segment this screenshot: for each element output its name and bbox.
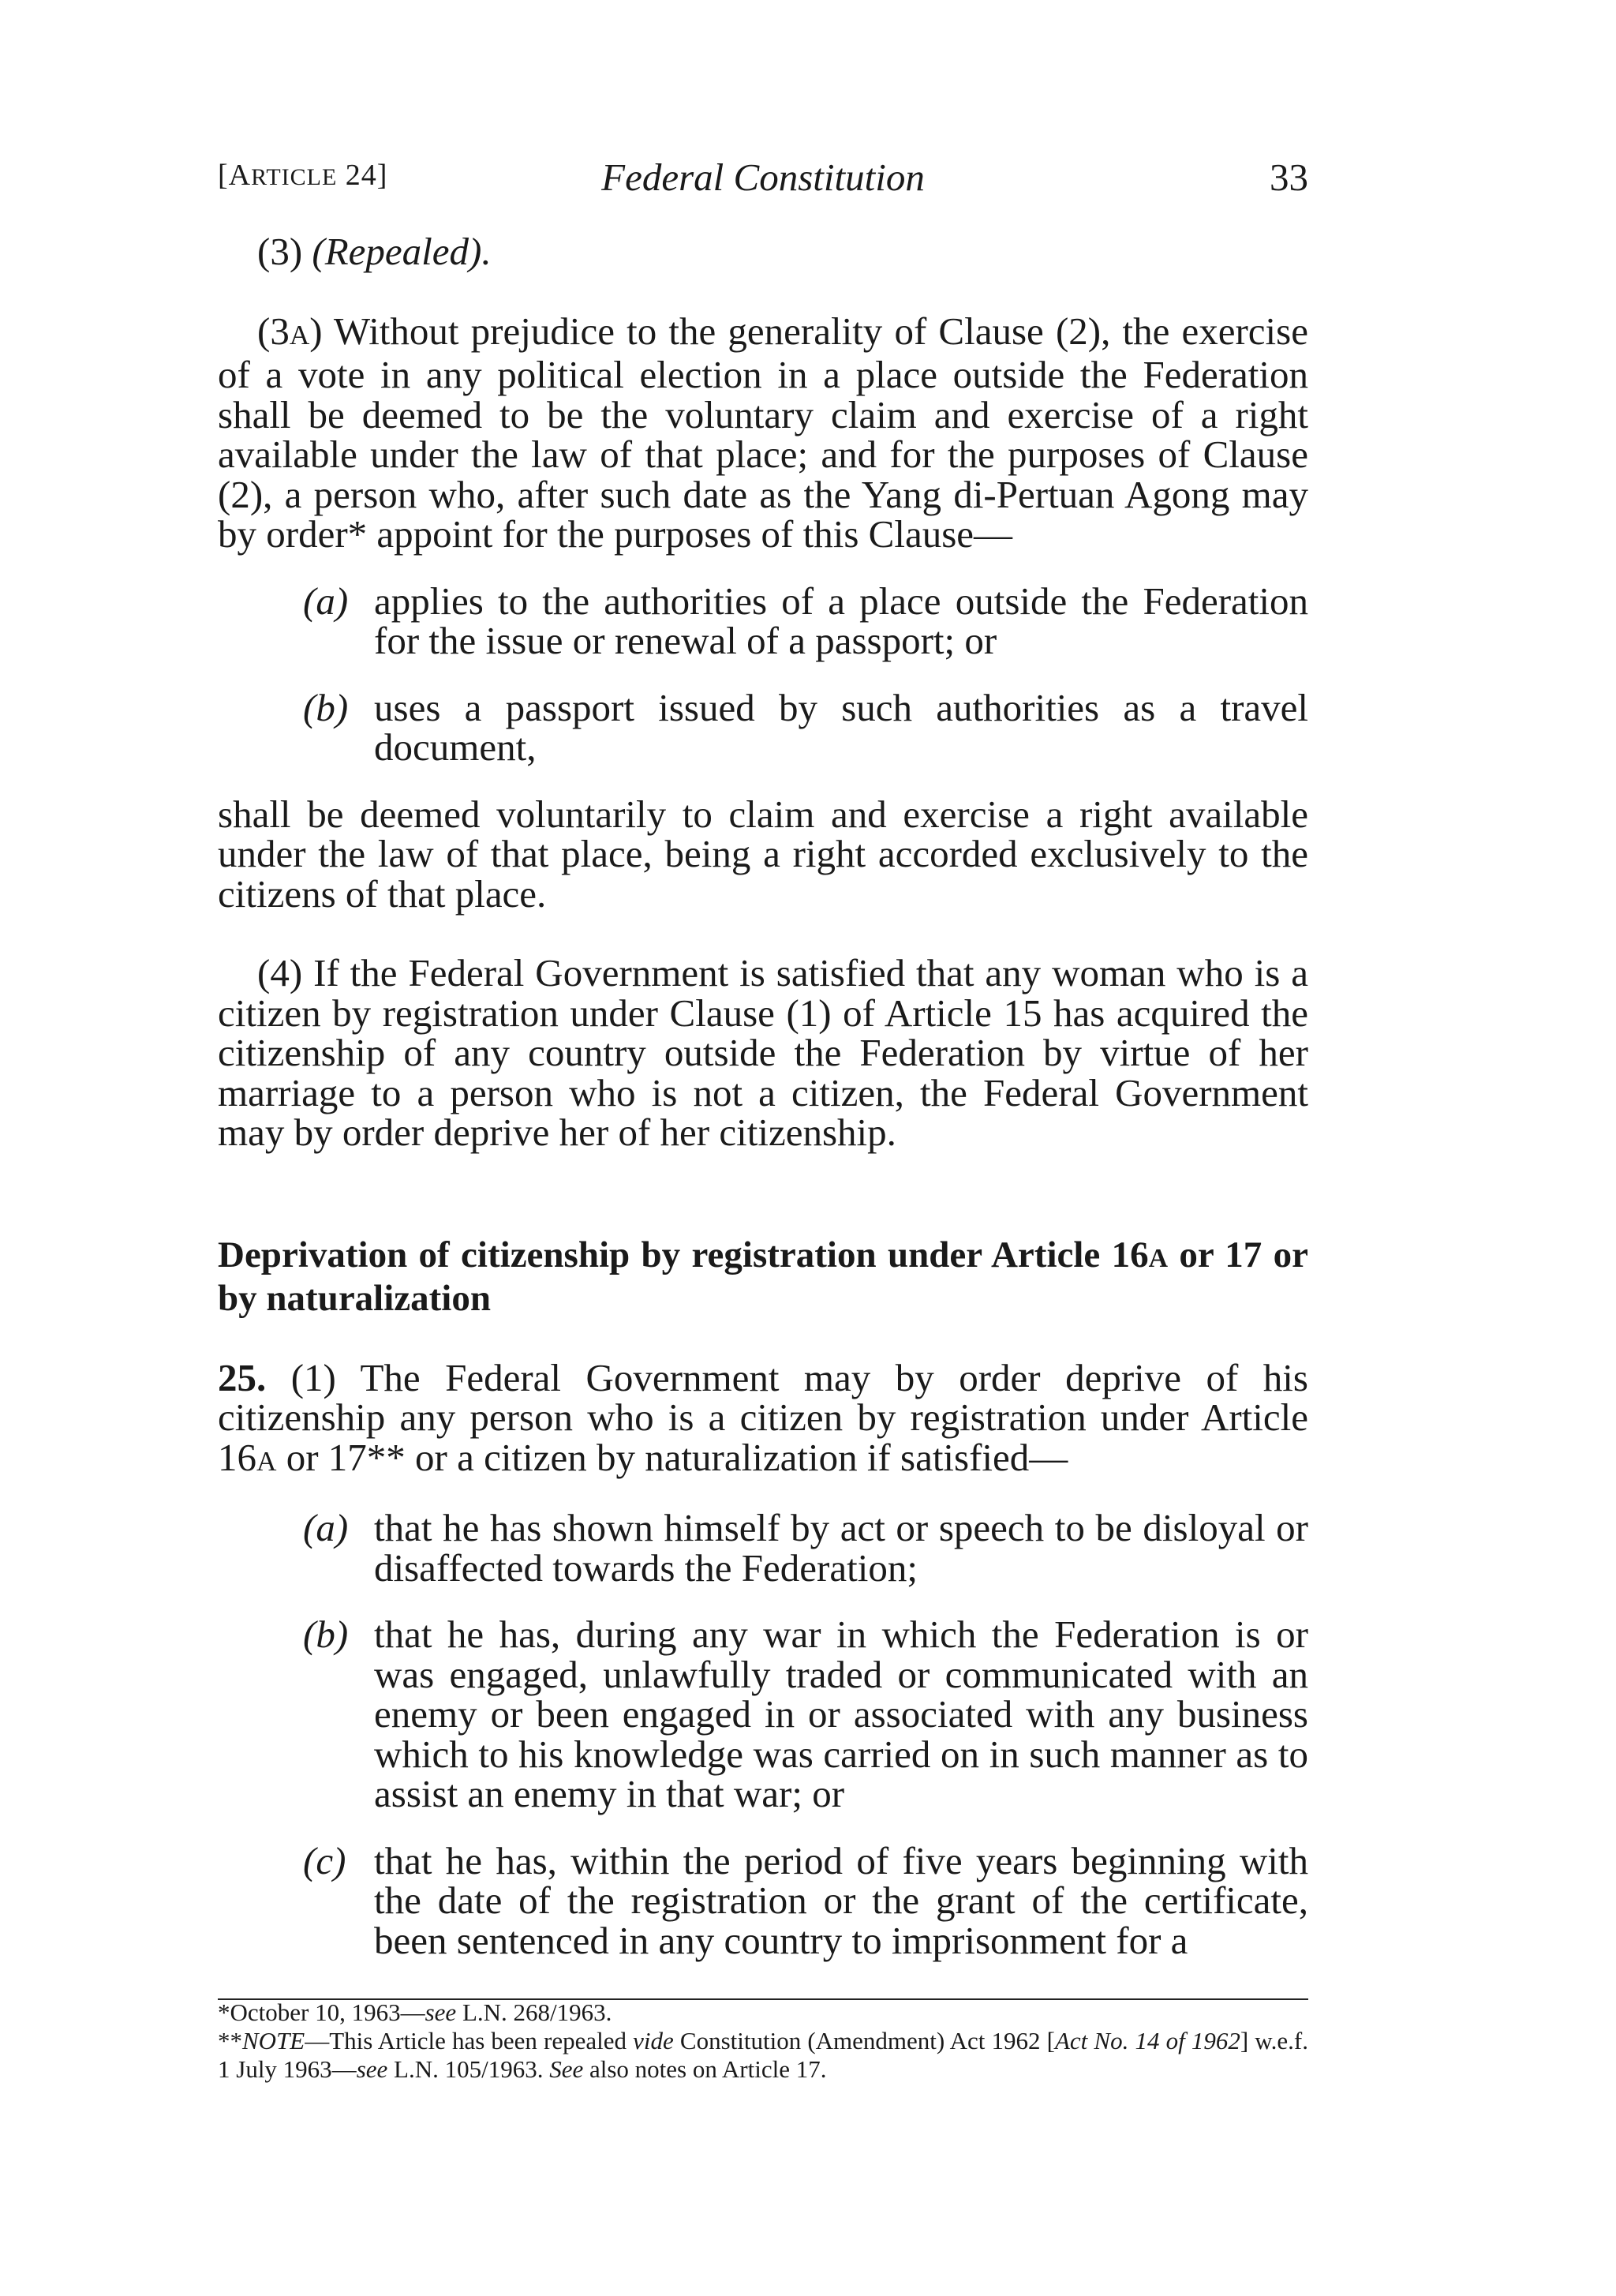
article-25-text-part2: or 17** or a citizen by naturalization if satisfied—: [276, 1435, 1068, 1479]
item-label: (a): [303, 579, 349, 623]
fn2-marker: **: [218, 2027, 242, 2054]
fn1-see: see: [425, 1998, 457, 2026]
document-title: Federal Constitution: [601, 155, 925, 199]
item-text: applies to the authorities of a place outside the Federation for the issue or renewal of a passport; or: [374, 579, 1308, 662]
article-ref-prefix: [A: [218, 159, 252, 192]
section-heading-part1: Deprivation of citizenship by registration under Article 16: [218, 1234, 1149, 1275]
fn2-vide: vide: [633, 2027, 674, 2054]
item-label: (c): [303, 1838, 346, 1882]
footnotes: [218, 1998, 1308, 2084]
article-25-smallcaps: A: [256, 1445, 277, 1477]
clause-4-text: If the Federal Government is satisfied that any woman who is a citizen by registration under Clause (1) of Article 15 has acquired the citizenship of any country outside the Federation by virtue of her marriage to a person who is not a citizen, the Federal Government may by order deprive her of her citizenship.: [218, 951, 1308, 1154]
article-25-clause-1: [218, 1355, 1308, 1482]
clause-3a-label-prefix: (3: [257, 309, 290, 353]
clause-3a-text: Without prejudice to the generality of Clause (2), the exercise of a vote in any political election in a place outside the Federation shall be deemed to be the voluntary claim and exercise of a right available under the law of that place; and for the purposes of Clause (2), a person who, after such date as the Yang di-Pertuan Agong may by order* appoint for the purposes of this Clause—: [218, 309, 1308, 556]
footnote-1: [218, 1998, 1308, 2027]
clause-3a-item-a: [218, 579, 1308, 662]
clause-3a-conclusion: shall be deemed voluntarily to claim and exercise a right available under the law of that place, being a right accorded exclusively to the citizens of that place.: [218, 792, 1308, 916]
clause-3a-label-suffix: ): [309, 309, 323, 353]
clause-3: [218, 232, 1308, 272]
section-heading-part2: or 17 or by naturalization: [218, 1234, 1309, 1319]
fn2-text: Constitution (Amendment) Act 1962 [: [673, 2027, 1055, 2054]
fn2-text: L.N. 105/1963.: [387, 2055, 550, 2083]
article-number: 25.: [218, 1355, 267, 1399]
clause-3a-label-smallcaps: A: [289, 319, 310, 350]
fn2-text: also notes on Article 17.: [583, 2055, 827, 2083]
item-text: that he has, within the period of five years beginning with the date of the registration or the grant of the certificate, been sentenced in any country to imprisonment for a: [374, 1838, 1308, 1962]
fn2-see: See: [549, 2055, 584, 2083]
clause-3-label: (3): [257, 230, 303, 273]
article-ref-suffix: 24]: [337, 159, 388, 192]
running-head: [218, 155, 1308, 202]
item-label: (b): [303, 1612, 349, 1656]
fn2-text: ] w.e.f. 1 July 1963—: [218, 2027, 1308, 2083]
body-text: [218, 232, 1308, 1961]
clause-3a-item-b: [218, 685, 1308, 769]
article-25-item-c: [218, 1838, 1308, 1962]
section-heading-smallcaps: A: [1148, 1243, 1169, 1273]
clause-4-label: (4): [257, 951, 303, 994]
section-heading: [218, 1235, 1308, 1319]
fn2-act-ref: Act No. 14 of 1962: [1054, 2027, 1240, 2054]
article-25-item-a: [218, 1508, 1308, 1588]
fn2-see: see: [356, 2055, 388, 2083]
fn1-text: *October 10, 1963—: [218, 1998, 425, 2026]
footnote-2: [218, 2027, 1308, 2084]
clause-4: [218, 953, 1308, 1153]
clause-3a-label: [257, 309, 323, 353]
item-text: that he has, during any war in which the Federation is or was engaged, unlawfully traded or communicated with an enemy or been engaged in or associated with any business which to his knowledge was carried on in such manner as to assist an enemy in that war; or: [374, 1612, 1308, 1815]
item-text: uses a passport issued by such authorities as a travel document,: [374, 685, 1308, 769]
article-25-text-part1: (1) The Federal Government may by order deprive of his citizenship any person who is a citizen by registration under Article 16: [218, 1355, 1308, 1479]
page-number: 33: [1270, 155, 1308, 199]
article-25-item-b: [218, 1612, 1308, 1815]
fn1-ref: L.N. 268/1963.: [456, 1998, 612, 2026]
item-text: that he has shown himself by act or speech to be disloyal or disaffected towards the Federation;: [374, 1506, 1308, 1590]
fn2-note: NOTE: [242, 2027, 305, 2054]
item-label: (a): [303, 1506, 349, 1549]
item-label: (b): [303, 685, 349, 729]
article-ref-smallcaps: RTICLE: [251, 164, 338, 190]
clause-3a: [218, 309, 1308, 556]
fn2-text: —This Article has been repealed: [305, 2027, 634, 2054]
clause-3-text: (Repealed).: [312, 230, 492, 273]
